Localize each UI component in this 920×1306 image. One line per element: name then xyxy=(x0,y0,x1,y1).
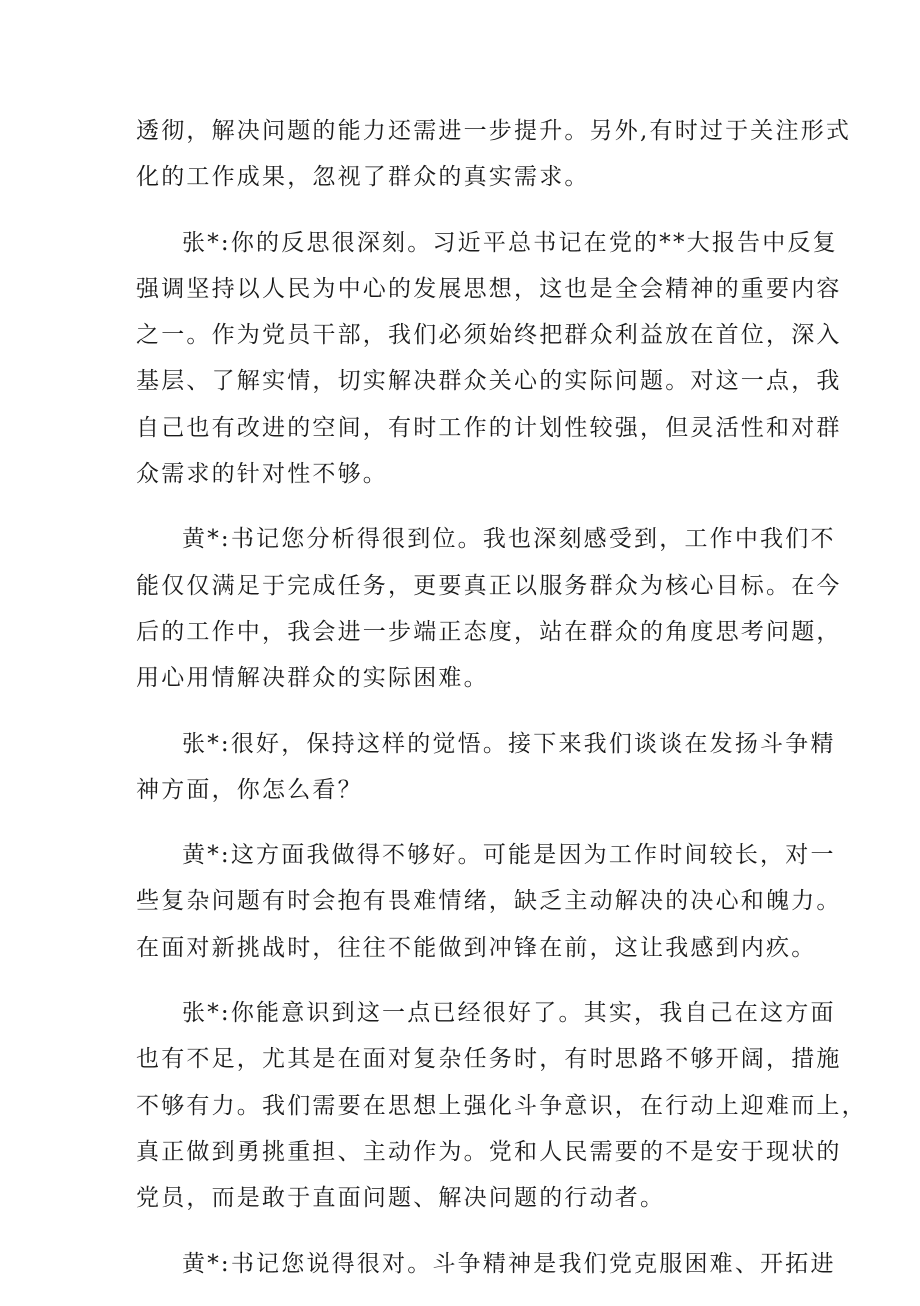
text-line: 不够有力。我们需要在思想上强化斗争意识，在行动上迎难而上， xyxy=(136,1092,867,1119)
text-line: 党员，而是敢于直面问题、解决问题的行动者。 xyxy=(136,1185,666,1212)
paragraph xyxy=(136,516,842,701)
text-line: 用心用情解决群众的实际困难。 xyxy=(136,665,489,692)
text-line: 张*:你的反思很深刻。习近平总书记在党的**大报告中反复 xyxy=(182,229,838,256)
text-line: 基层、了解实情，切实解决群众关心的实际问题。对这一点，我 xyxy=(136,368,842,395)
text-line: 在面对新挑战时，往往不能做到冲锋在前，这让我感到内疚。 xyxy=(136,934,817,961)
text-line: 些复杂问题有时会抱有畏难情绪，缺乏主动解决的决心和魄力。 xyxy=(136,888,842,915)
text-line: 化的工作成果，忽视了群众的真实需求。 xyxy=(136,164,590,191)
paragraph xyxy=(136,108,852,201)
paragraph xyxy=(136,990,867,1221)
paragraph xyxy=(136,832,842,971)
text-line: 强调坚持以人民为中心的发展思想，这也是全会精神的重要内容 xyxy=(136,275,842,302)
text-line: 能仅仅满足于完成任务，更要真正以服务群众为核心目标。在今 xyxy=(136,572,842,599)
text-line: 黄*:书记您说得很对。斗争精神是我们党克服困难、开拓进 xyxy=(182,1250,836,1277)
text-line: 张*:很好，保持这样的觉悟。接下来我们谈谈在发扬斗争精 xyxy=(182,730,836,757)
paragraph xyxy=(136,1241,836,1287)
text-line: 透彻，解决问题的能力还需进一步提升。另外,有时过于关注形式 xyxy=(136,118,852,144)
paragraph xyxy=(136,721,836,814)
text-line: 黄*:书记您分析得很到位。我也深刻感受到，工作中我们不 xyxy=(182,526,836,553)
text-line: 黄*:这方面我做得不够好。可能是因为工作时间较长，对一 xyxy=(182,842,836,869)
text-line: 后的工作中，我会进一步端正态度，站在群众的角度思考问题， xyxy=(136,618,842,645)
document-body xyxy=(136,108,867,1306)
text-line: 自己也有改进的空间，有时工作的计划性较强，但灵活性和对群 xyxy=(136,414,842,441)
text-line: 之一。作为党员干部，我们必须始终把群众利益放在首位，深入 xyxy=(136,322,842,349)
text-line: 神方面，你怎么看？ xyxy=(136,776,363,803)
text-line: 众需求的针对性不够。 xyxy=(136,461,388,488)
paragraph xyxy=(136,220,842,498)
text-line: 也有不足，尤其是在面对复杂任务时，有时思路不够开阔，措施 xyxy=(136,1046,842,1073)
text-line: 真正做到勇挑重担、主动作为。党和人民需要的不是安于现状的 xyxy=(136,1138,842,1165)
text-line: 张*:你能意识到这一点已经很好了。其实，我自己在这方面 xyxy=(182,1000,836,1027)
